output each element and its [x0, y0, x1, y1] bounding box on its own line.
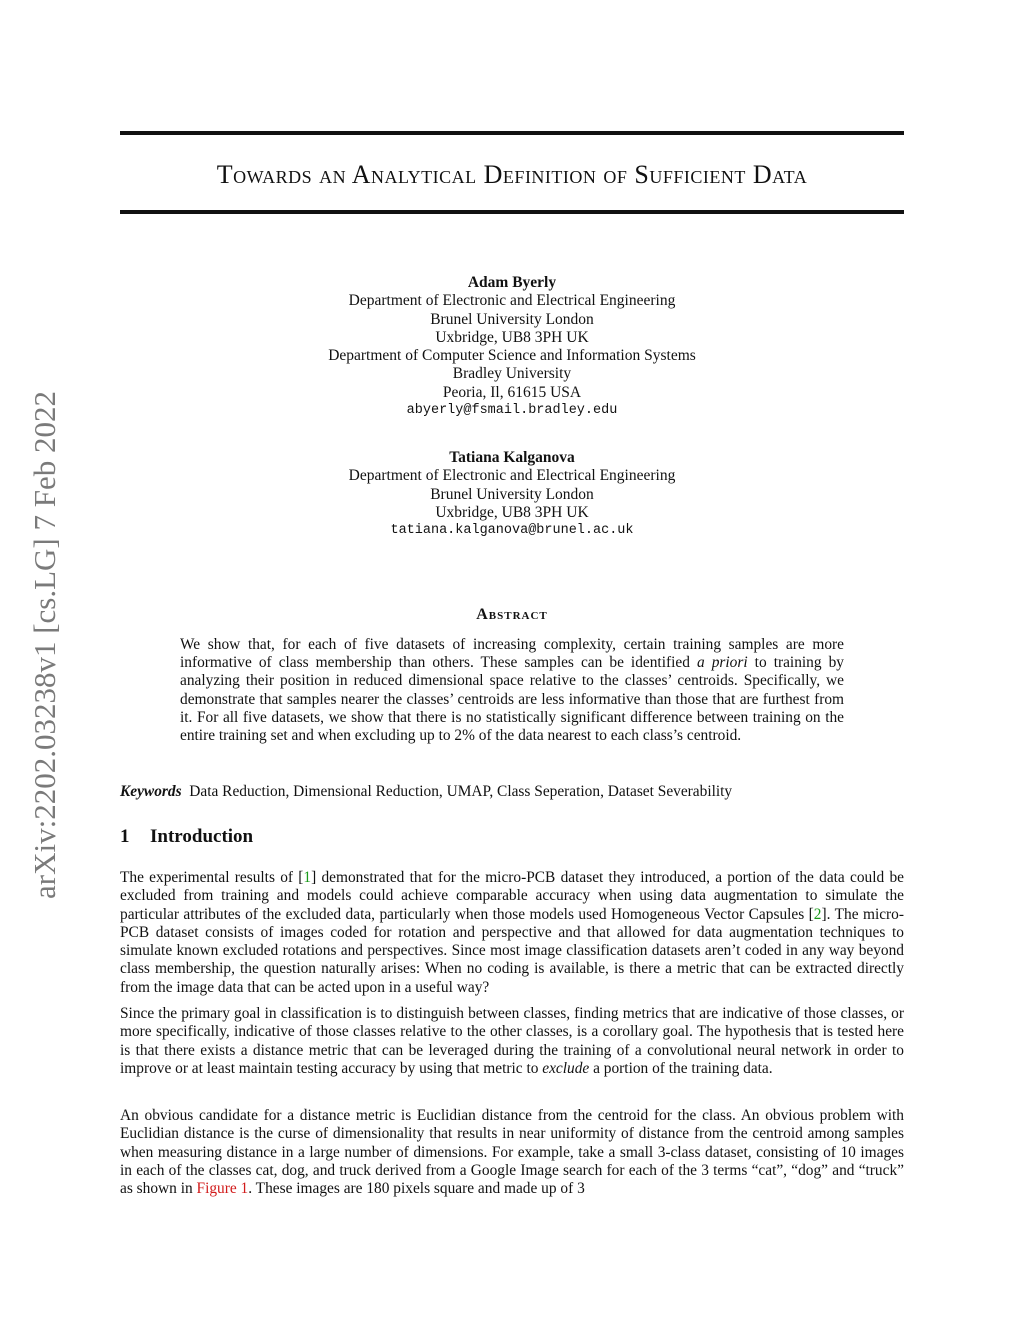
author-block-1: [120, 274, 904, 420]
section-title: Introduction: [150, 826, 254, 847]
abstract-text: We show that, for each of five datasets of increasing complexity, certain training samples are more informative of class membership than others. These samples can be identified: [180, 636, 844, 672]
abstract-text: to training by analyzing their position in reduced dimensional space relative to the classes’ centroids. Specifically, we demonstrate that samples nearer the classes’ centroids are less informative than those that are furthest from it. For all five datasets, we show that there is no statistically significant difference between training on the entire training set and when excluding up to 2% of the data nearest to each class’s centroid.: [180, 654, 845, 745]
author-affiliation-line: Brunel University London: [430, 310, 594, 328]
figure-reference-link[interactable]: Figure 1: [196, 1180, 249, 1198]
paragraph-emphasis: exclude: [542, 1059, 590, 1077]
abstract-emphasis: a priori: [696, 654, 748, 672]
citation-link[interactable]: 2: [813, 905, 822, 923]
paragraph-text: . These images are 180 pixels square and made up of 3: [248, 1180, 585, 1198]
author-affiliation-line: Brunel University London: [430, 485, 594, 503]
author-name: Adam Byerly: [467, 274, 557, 291]
paragraph-text: The experimental results of [: [120, 869, 304, 886]
author-affiliation-line: Uxbridge, UB8 3PH UK: [435, 503, 589, 521]
paragraph-text: ]. The micro-PCB dataset consists of images coded for rotation and perspective and that allowed for data augmentation techniques to simulate known excluded rotations and perspectives. Since most image classification datasets aren’t coded in any way beyond class membership, the question naturally arises: When no coding is available, is there a metric that can be extracted directly from the image data that can be acted upon in a useful way?: [120, 905, 904, 996]
keywords-text: Data Reduction, Dimensional Reduction, UMAP, Class Seperation, Dataset Severability: [189, 783, 733, 800]
paper-title: Towards an Analytical Definition of Sufficient Data: [216, 160, 808, 189]
abstract-body: [180, 636, 844, 745]
paragraph-text: An obvious candidate for a distance metric is Euclidian distance from the centroid for the class. An obvious problem with Euclidian distance is the curse of dimensionality that results in near uniformity of distance from the centroid among samples when measuring distance in a large number of dimensions. For example, take a small 3-class dataset, consisting of 10 images in each of the classes cat, dog, and truck derived from a Google Image search for each of the 3 terms “cat”, “dog” and “truck” as shown in: [120, 1107, 904, 1198]
author-affiliation-line: Peoria, Il, 61615 USA: [442, 383, 582, 401]
abstract-heading: Abstract: [476, 606, 548, 623]
citation-link[interactable]: 1: [303, 869, 312, 886]
author-name: Tatiana Kalganova: [449, 449, 575, 466]
author-affiliation-line: Bradley University: [452, 365, 572, 383]
author-affiliation-line: Uxbridge, UB8 3PH UK: [435, 328, 589, 346]
author-email[interactable]: abyerly@fsmail.bradley.edu: [406, 403, 618, 419]
author-affiliation-line: Department of Electronic and Electrical Engineering: [348, 467, 676, 485]
paragraph-text: a portion of the training data.: [589, 1059, 773, 1077]
title-rule-top: [120, 131, 904, 135]
keywords: [120, 783, 904, 801]
author-block-2: [120, 449, 904, 540]
paragraph-text: ] demonstrated that for the micro-PCB dataset they introduced, a portion of the data could be excluded from training and models could achieve comparable accuracy when using data augmentation to simulate the particular attributes of the excluded data, particularly when those models used Homogeneous Vector Capsules [: [120, 869, 904, 923]
intro-paragraph-1: [120, 869, 904, 997]
author-email[interactable]: tatiana.kalganova@brunel.ac.uk: [390, 523, 634, 539]
intro-paragraph-3: [120, 1107, 904, 1198]
author-affiliation-line: Department of Electronic and Electrical Engineering: [348, 292, 676, 310]
author-affiliation-line: Department of Computer Science and Information Systems: [328, 347, 696, 365]
intro-paragraph-2: [120, 1005, 904, 1078]
section-heading: [120, 826, 253, 848]
keywords-label: Keywords: [120, 783, 182, 800]
paragraph-text: Since the primary goal in classification is to distinguish between classes, finding metrics that are indicative of those classes, or more specifically, indicative of those classes relative to the other classes, is a corollary goal. The hypothesis that is tested here is that there exists a distance metric that can be leveraged during the training of a convolutional neural network in order to improve or at least maintain testing accuracy by using that metric to: [120, 1005, 904, 1077]
title-rule-bottom: [120, 210, 904, 214]
section-number: 1: [120, 826, 130, 847]
arxiv-stamp: arXiv:2202.03238v1 [cs.LG] 7 Feb 2022: [27, 391, 62, 899]
